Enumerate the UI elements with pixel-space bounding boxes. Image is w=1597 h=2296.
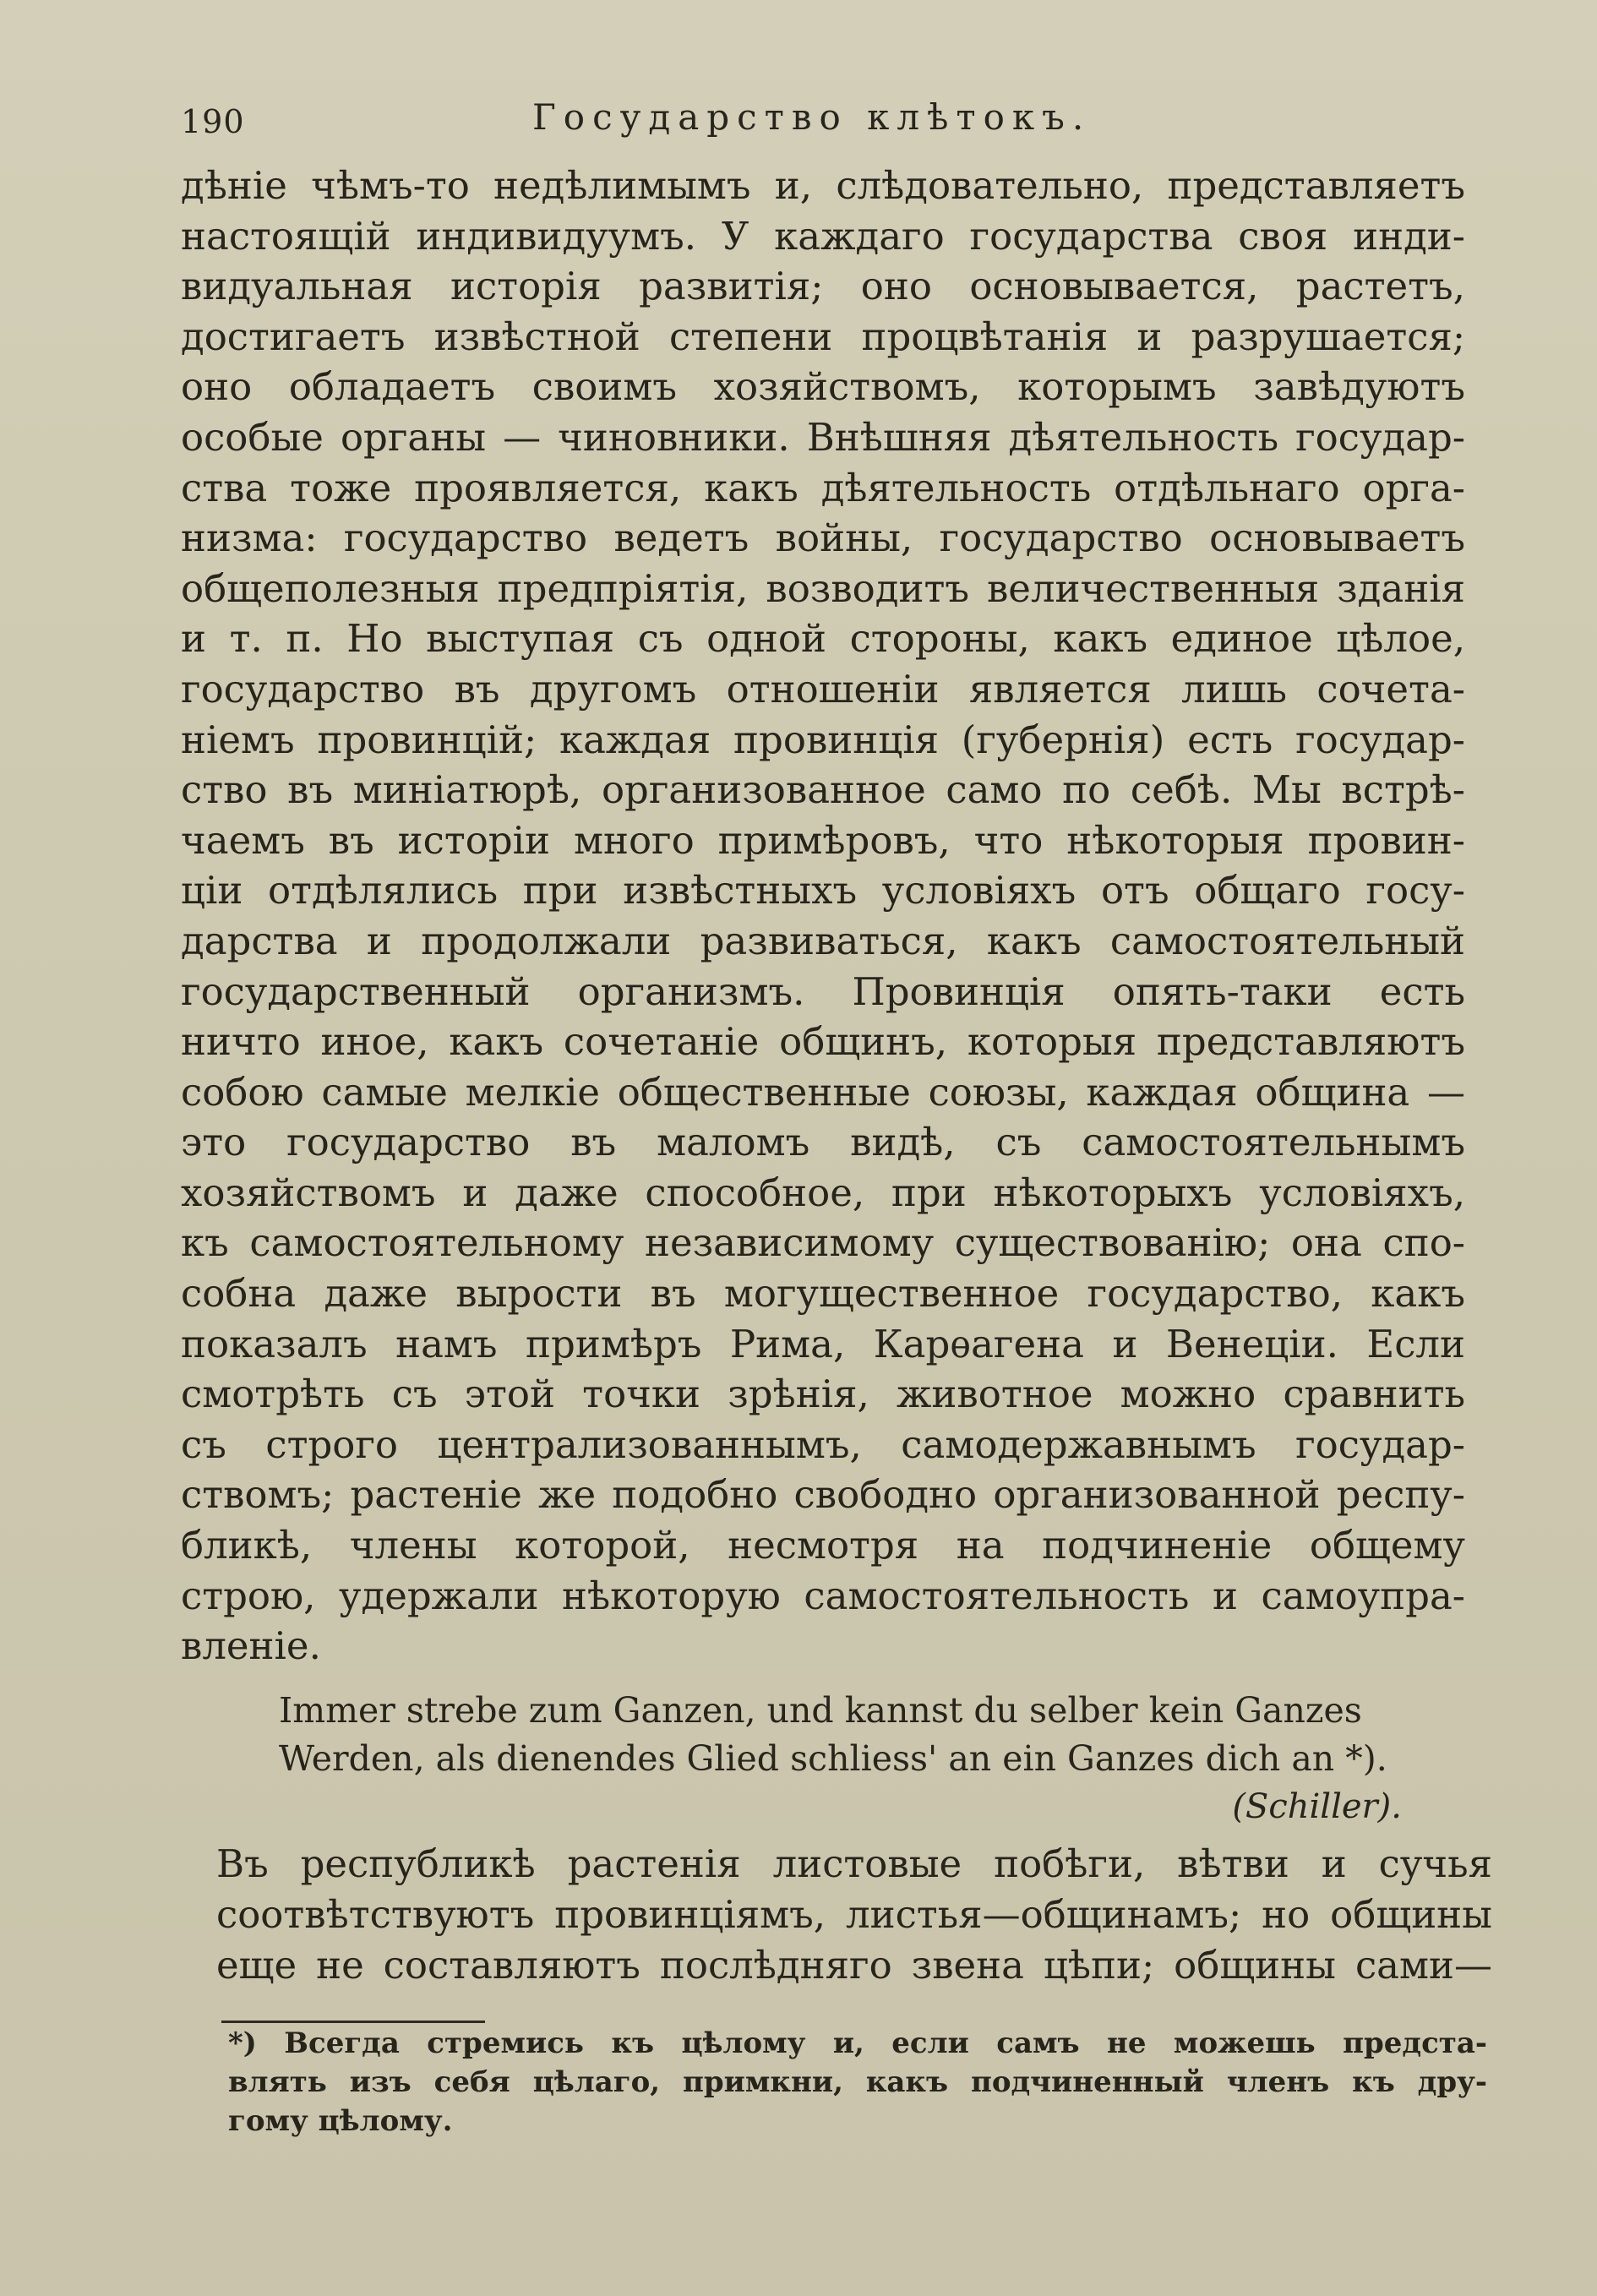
- text-line: хозяйствомъ и даже способное, при нѣкоторыхъ условіяхъ,: [181, 1170, 1465, 1215]
- text-line: строю, удержали нѣкоторую самостоятельность и самоупра-: [181, 1573, 1465, 1618]
- verse-quote: [279, 1687, 1403, 1826]
- text-line: настоящій индивидуумъ. У каждаго государства своя инди-: [181, 213, 1465, 259]
- text-line: влять изъ себя цѣлаго, примкни, какъ подчиненный членъ къ дру-: [228, 2065, 1487, 2099]
- text-line: *) Всегда стремись къ цѣлому и, если самъ не можешь предста-: [228, 2026, 1487, 2060]
- text-line: вленіе.: [181, 1623, 321, 1669]
- text-line: низма: государство ведетъ войны, государство основываетъ: [181, 515, 1465, 561]
- text-line: видуальная исторія развитія; оно основывается, растетъ,: [181, 264, 1465, 309]
- text-line: ничто иное, какъ сочетаніе общинъ, которыя представляютъ: [181, 1019, 1465, 1065]
- verse-attribution: (Schiller).: [1232, 1787, 1402, 1826]
- text-line: показалъ намъ примѣръ Рима, Карѳагена и Венеціи. Если: [181, 1321, 1465, 1366]
- text-line: къ самостоятельному независимому существованію; она спо-: [181, 1220, 1465, 1266]
- text-line: съ строго централизованнымъ, самодержавнымъ государ-: [181, 1421, 1465, 1467]
- text-line: Въ республикѣ растенія листовые побѣги, вѣтви и сучья: [216, 1841, 1492, 1886]
- text-line: дарства и продолжали развиваться, какъ самостоятельный: [181, 918, 1465, 963]
- text-line: достигаетъ извѣстной степени процвѣтанія и разрушается;: [181, 314, 1465, 359]
- text-line: особые органы — чиновники. Внѣшняя дѣятельность государ-: [181, 414, 1465, 460]
- text-line: бликѣ, члены которой, несмотря на подчиненіе общему: [181, 1523, 1465, 1568]
- text-line: общеполезныя предпріятія, возводитъ величественныя зданія: [181, 565, 1465, 611]
- main-paragraph: [181, 161, 1465, 1672]
- second-paragraph: [216, 1839, 1492, 1991]
- text-line: государственный организмъ. Провинція опять-таки есть: [181, 968, 1465, 1014]
- verse-line: Werden, als dienendes Glied schliess' an ein Ganzes dich an *).: [279, 1738, 1387, 1779]
- text-line: соотвѣтствуютъ провинціямъ, листья—общинамъ; но общины: [216, 1892, 1492, 1937]
- text-line: ціи отдѣлялись при извѣстныхъ условіяхъ отъ общаго госу-: [181, 868, 1465, 913]
- text-line: дѣніе чѣмъ-то недѣлимымъ и, слѣдовательно, представляетъ: [181, 163, 1465, 208]
- text-line: оно обладаетъ своимъ хозяйствомъ, которымъ завѣдуютъ: [181, 364, 1465, 410]
- footnote: [228, 2024, 1487, 2141]
- text-line: гому цѣлому.: [228, 2104, 453, 2138]
- page-number: 190: [181, 103, 245, 140]
- text-line: чаемъ въ исторіи много примѣровъ, что нѣкоторыя провин-: [181, 817, 1465, 863]
- text-line: это государство въ маломъ видѣ, съ самостоятельнымъ: [181, 1120, 1465, 1165]
- footnote-divider: [221, 2021, 485, 2023]
- text-line: государство въ другомъ отношеніи является лишь сочета-: [181, 666, 1465, 712]
- running-title: Государство клѣтокъ.: [532, 96, 1092, 138]
- text-line: ствомъ; растеніе же подобно свободно организованной респу-: [181, 1472, 1465, 1518]
- text-line: еще не составляютъ послѣдняго звена цѣпи; общины сами—: [216, 1943, 1492, 1988]
- text-line: собою самые мелкіе общественные союзы, каждая община —: [181, 1069, 1465, 1115]
- page-header: [177, 91, 1479, 159]
- text-line: ніемъ провинцій; каждая провинція (губернія) есть государ-: [181, 717, 1465, 762]
- verse-line: Immer strebe zum Ganzen, und kannst du selber kein Ganzes: [279, 1690, 1362, 1731]
- text-line: ства тоже проявляется, какъ дѣятельность отдѣльнаго орга-: [181, 465, 1465, 510]
- text-line: и т. п. Но выступая съ одной стороны, какъ единое цѣлое,: [181, 616, 1465, 662]
- text-line: собна даже вырости въ могущественное государство, какъ: [181, 1271, 1465, 1317]
- text-line: смотрѣть съ этой точки зрѣнія, животное можно сравнить: [181, 1372, 1465, 1417]
- text-line: ство въ миніатюрѣ, организованное само по себѣ. Мы встрѣ-: [181, 767, 1465, 813]
